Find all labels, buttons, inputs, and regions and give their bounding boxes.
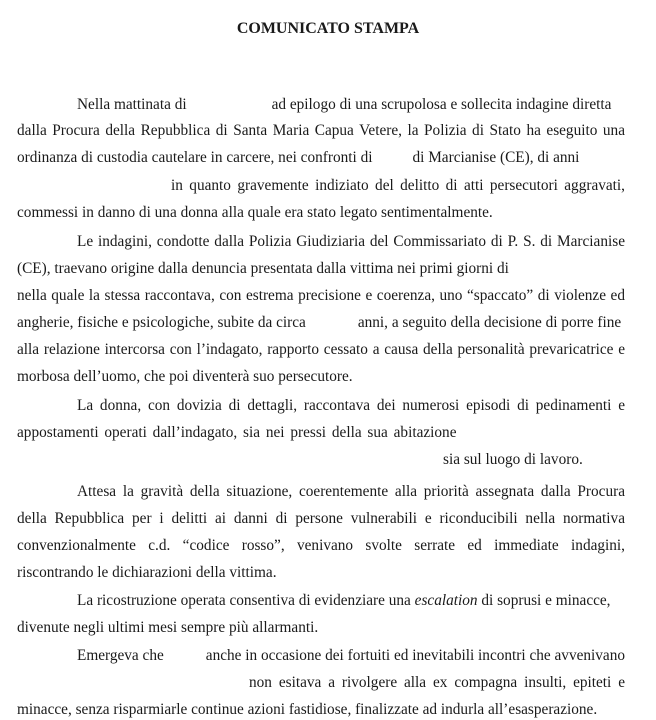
text-line <box>17 313 625 333</box>
text-segment: angherie, fisiche e psicologiche, subite da circa <box>17 314 306 331</box>
text-line: sia sul luogo di lavoro. <box>443 451 583 468</box>
text-line: convenzionalmente c.d. “codice rosso”, venivano svolte serrate ed immediate indagini, <box>17 537 625 554</box>
text-segment: di Marcianise (CE), di anni <box>412 149 580 166</box>
text-line: Le indagini, condotte dalla Polizia Giudiziaria del Commissariato di P. S. di Marcianise <box>77 233 625 250</box>
document-title: COMUNICATO STAMPA <box>236 20 420 37</box>
text-segment: anche in occasione dei fortuiti ed inevitabili incontri che avvenivano <box>205 647 626 664</box>
text-line: Attesa la gravità della situazione, coerentemente alla priorità assegnata dalla Procura <box>77 483 625 500</box>
text-line: dalla Procura della Repubblica di Santa Maria Capua Vetere, la Polizia di Stato ha eseguito una <box>17 122 625 139</box>
text-line: in quanto gravemente indiziato del delitto di atti persecutori aggravati, <box>171 177 625 194</box>
text-segment: ad epilogo di una scrupolosa e sollecita indagine diretta <box>271 96 612 113</box>
text-segment: Emergeva che <box>77 647 164 664</box>
text-segment: anni, a seguito della decisione di porre fine <box>357 314 622 331</box>
text-line <box>17 148 625 168</box>
text-segment: di soprusi e minacce, <box>481 592 611 609</box>
text-line: appostamenti operati dall’indagato, sia nei pressi della sua abitazione <box>17 424 457 441</box>
text-line: morbosa dell’uomo, che poi diventerà suo persecutore. <box>17 368 353 385</box>
text-line: La donna, con dovizia di dettagli, raccontava dei numerosi episodi di pedinamenti e <box>77 397 625 414</box>
text-line: alla relazione intercorsa con l’indagato, rapporto cessato a causa della personalità prevaricatrice e <box>17 341 625 358</box>
text-line: non esitava a rivolgere alla ex compagna insulti, epiteti e <box>249 674 625 691</box>
text-segment: ordinanza di custodia cautelare in carcere, nei confronti di <box>17 149 373 166</box>
text-line: nella quale la stessa raccontava, con estrema precisione e coerenza, uno “spaccato” di violenze ed <box>17 287 625 304</box>
text-line: della Repubblica per i delitti ai danni di persone vulnerabili e riconducibili nella normativa <box>17 510 625 527</box>
text-line <box>77 646 625 666</box>
text-line: (CE), traevano origine dalla denuncia presentata dalla vittima nei primi giorni di <box>17 260 509 277</box>
text-line <box>77 591 625 611</box>
text-line <box>77 95 625 115</box>
text-segment: La ricostruzione operata consentiva di evidenziare una <box>77 592 411 609</box>
text-line: divenute negli ultimi mesi sempre più allarmanti. <box>17 619 319 636</box>
text-line: minacce, senza risparmiarle continue azioni fastidiose, finalizzate ad indurla all’esasperazione. <box>17 701 598 718</box>
text-line: commessi in danno di una donna alla quale era stato legato sentimentalmente. <box>17 204 493 221</box>
italic-term: escalation <box>414 592 478 609</box>
text-line: riscontrando le dichiarazioni della vittima. <box>17 564 277 581</box>
text-segment: Nella mattinata di <box>77 96 187 113</box>
